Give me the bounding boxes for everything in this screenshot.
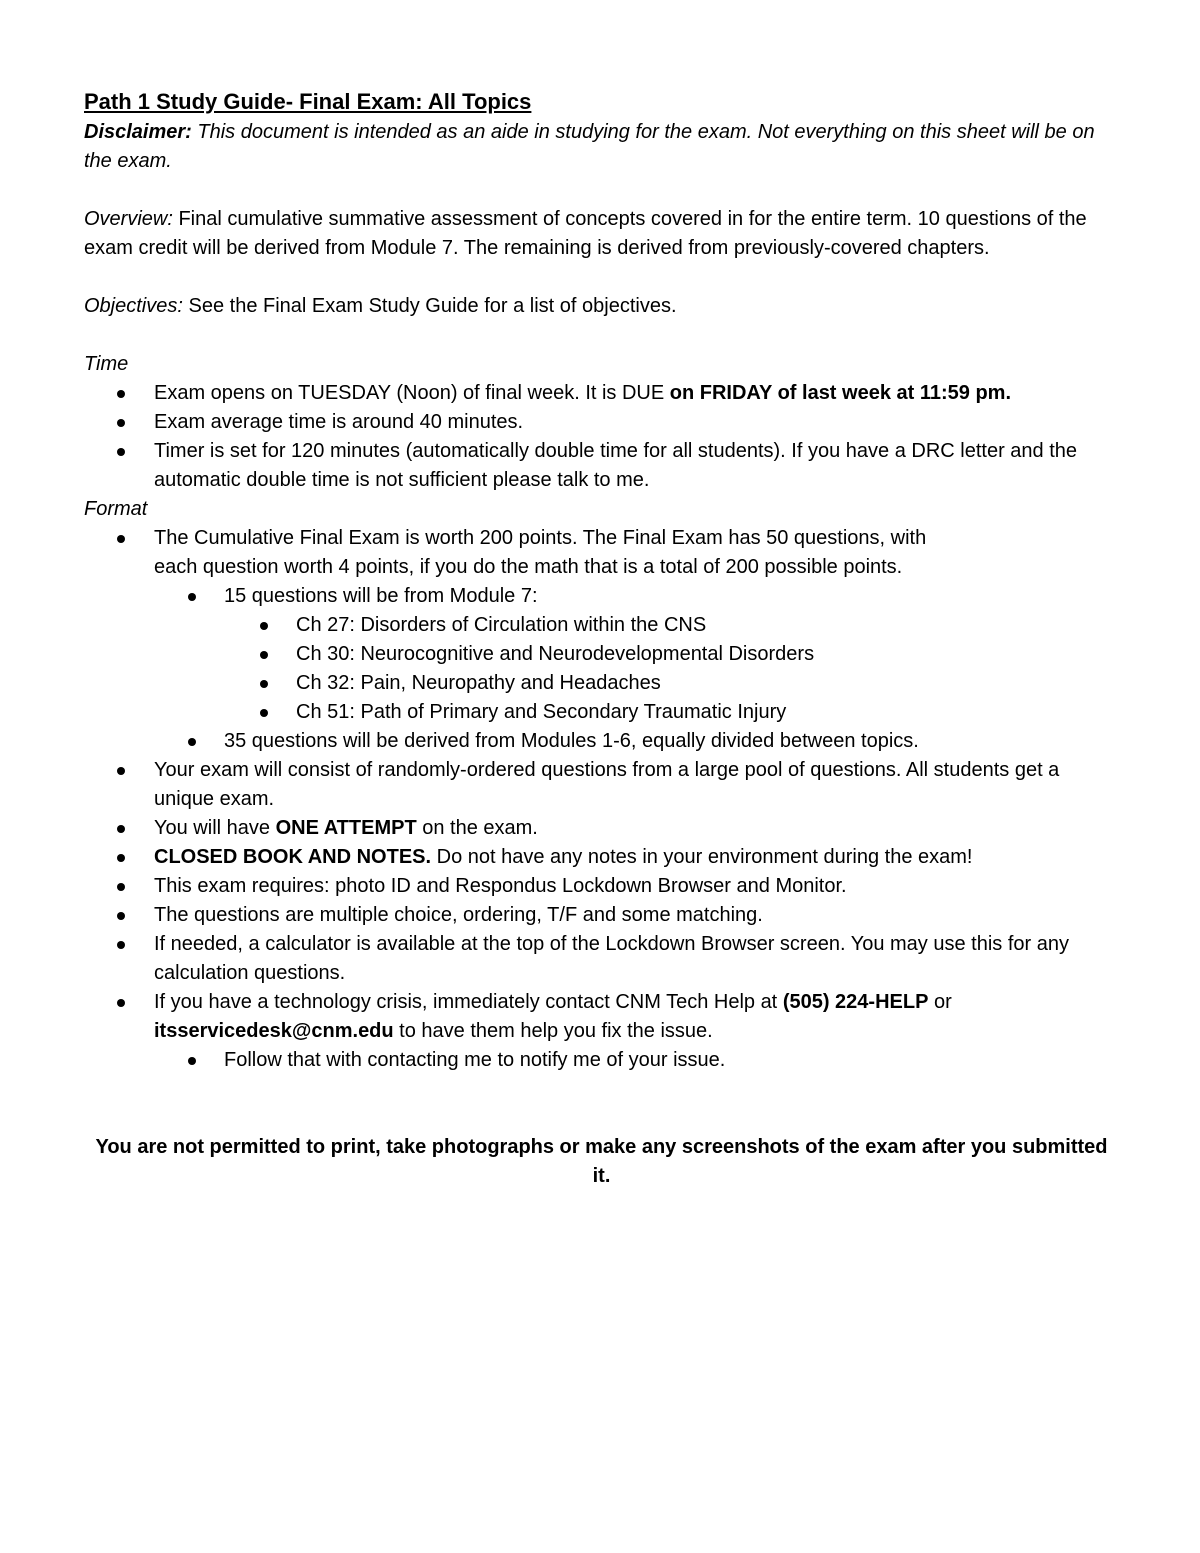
bullet-icon [117, 854, 125, 862]
bullet-icon [260, 709, 268, 717]
bullet-icon [117, 999, 125, 1007]
bullet-icon [188, 593, 196, 601]
chapter-list [84, 611, 1119, 727]
list-item: Follow that with contacting me to notify me of your issue. [84, 1046, 1119, 1075]
list-item: Ch 27: Disorders of Circulation within the CNS [84, 611, 1119, 640]
list-item: CLOSED BOOK AND NOTES. Do not have any notes in your environment during the exam! [84, 843, 1119, 872]
list-item: Your exam will consist of randomly-ordered questions from a large pool of questions. All students get a unique exam. [84, 756, 1119, 814]
list-item: Exam average time is around 40 minutes. [84, 408, 1119, 437]
list-item: 35 questions will be derived from Modules 1-6, equally divided between topics. [84, 727, 1119, 756]
bullet-icon [117, 912, 125, 920]
tech-help-email: itsservicedesk@cnm.edu [154, 1020, 394, 1042]
list-item: The Cumulative Final Exam is worth 200 points. The Final Exam has 50 questions, with each question worth 4 points, if you do the math that is a total of 200 possible points. [84, 524, 1119, 582]
list-item: You will have ONE ATTEMPT on the exam. [84, 814, 1119, 843]
format-heading: Format [84, 498, 148, 520]
bullet-icon [117, 767, 125, 775]
bullet-icon [260, 680, 268, 688]
format-sublist [84, 582, 1119, 611]
list-item: If you have a technology crisis, immediately contact CNM Tech Help at (505) 224-HELP or itsservicedesk@cnm.edu to have them help you fix the issue. [84, 988, 1119, 1046]
format-list [84, 524, 1119, 582]
objectives-text: See the Final Exam Study Guide for a list of objectives. [182, 295, 677, 317]
objectives-label: Objectives: [84, 295, 183, 317]
disclaimer-label: Disclaimer: [84, 121, 192, 143]
list-item: The questions are multiple choice, ordering, T/F and some matching. [84, 901, 1119, 930]
list-item: If needed, a calculator is available at the top of the Lockdown Browser screen. You may use this for any calculation questions. [84, 930, 1119, 988]
list-item: Exam opens on TUESDAY (Noon) of final week. It is DUE on FRIDAY of last week at 11:59 pm. [84, 379, 1119, 408]
objectives-paragraph [84, 292, 1119, 321]
bullet-icon [117, 825, 125, 833]
bullet-icon [188, 1057, 196, 1065]
disclaimer-paragraph [84, 118, 1119, 176]
list-item: 15 questions will be from Module 7: [84, 582, 1119, 611]
disclaimer-text: This document is intended as an aide in studying for the exam. Not everything on this sheet will be on the exam. [84, 121, 1095, 172]
bullet-icon [117, 448, 125, 456]
page-title: Path 1 Study Guide- Final Exam: All Topics [84, 89, 532, 114]
format-sublist-2 [84, 727, 1119, 756]
tech-help-phone: (505) 224-HELP [782, 991, 929, 1013]
overview-label: Overview: [84, 208, 173, 230]
bullet-icon [260, 622, 268, 630]
bullet-icon [188, 738, 196, 746]
closing-notice: You are not permitted to print, take photographs or make any screenshots of the exam after you submitted it. [95, 1136, 1108, 1187]
bullet-icon [117, 535, 125, 543]
list-item: Ch 30: Neurocognitive and Neurodevelopmental Disorders [84, 640, 1119, 669]
time-heading: Time [84, 353, 129, 375]
bullet-icon [117, 419, 125, 427]
bullet-icon [117, 390, 125, 398]
bullet-icon [260, 651, 268, 659]
list-item: This exam requires: photo ID and Respondus Lockdown Browser and Monitor. [84, 872, 1119, 901]
document-page [84, 86, 1119, 1211]
list-item: Ch 51: Path of Primary and Secondary Traumatic Injury [84, 698, 1119, 727]
overview-paragraph [84, 205, 1119, 263]
list-item: Ch 32: Pain, Neuropathy and Headaches [84, 669, 1119, 698]
overview-text: Final cumulative summative assessment of concepts covered in for the entire term. 10 questions of the exam credit will be derived from Module 7. The remaining is derived from previously-covered chapters. [84, 208, 1087, 259]
format-list-2 [84, 756, 1119, 1046]
time-list [84, 379, 1119, 495]
tech-sublist [84, 1046, 1119, 1075]
list-item: Timer is set for 120 minutes (automatically double time for all students). If you have a DRC letter and the automatic double time is not sufficient please talk to me. [84, 437, 1119, 495]
bullet-icon [117, 941, 125, 949]
bullet-icon [117, 883, 125, 891]
